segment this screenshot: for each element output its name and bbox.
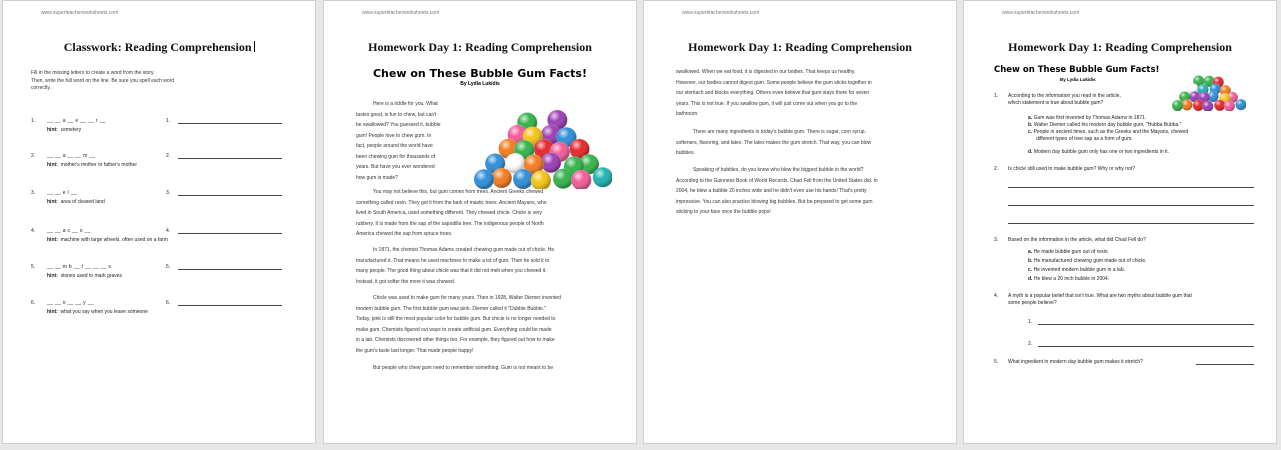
gumball-shine [553,169,573,189]
answer-line[interactable] [178,305,282,306]
worksheet-page-4: www.superteacherworksheets.com Homework Day 1: Reading Comprehension Chew on These Bubble Gum Facts! By Lydia Lukidis 1. According to the information you read in the article, which statement is true about bubble gum? a. Gum was first invented by Thomas Adams in 1871. b. Walter Diemer called his modern day bubble gum, "Hubba Bubba." c. People in ancient times, such as the Greeks and the Mayans, chewed different types of tree sap as a form of gum. d. Modern day bubble gum only has one or two ingredients in it. 2. Is chicle still used to make bubble gum? Why or why not? 3. Based on the information in the article, what did Chad Fell do? a. He made bubble gum out of resin. b. He manufactured chewing gum made out of chicle. c. He invented modern bubble gum in a lab. d. He blew a 20 inch bubble in 2004. 4. A myth is a popular belief that isn't true. What are two myths about bubble gum that some people believe? 1. 2. 5. What ingredient in modern day bubble gum makes it stretch? [963,0,1277,444]
page-title: Homework Day 1: Reading Comprehension [688,40,912,54]
question-1-option-d[interactable]: d. Modern day bubble gum only has one or two ingredients in it. [1028,149,1169,155]
site-url: www.superteacherworksheets.com [41,10,119,16]
answer-line[interactable] [178,123,282,124]
question-5: What ingredient in modern day bubble gum makes it stretch? [1008,359,1143,365]
answer-line[interactable] [1196,364,1254,365]
gumball-shine [492,168,512,188]
paragraph-3: Speaking of bubbles, do you know who blew the biggest bubble in the world? According to the Guinness Book of World Records, Chad Fell from the United States did. In 2004, he blew a bubble 20 inches wide and he didn't even use his hands! That's pretty impressive. You can also practice blowing big bubbles. But be prepared to get some gum sticking to your face once the bubble pops! [676,167,878,215]
answer-line[interactable] [178,269,282,270]
gumball-shine [1214,100,1225,111]
question-1: According to the information you read in the article, which statement is true about bubble gum? [1008,93,1121,106]
question-4: A myth is a popular belief that isn't true. What are two myths about bubble gum that some people believe? [1008,293,1192,306]
answer-line[interactable] [178,158,282,159]
question-1-option-a[interactable]: a. Gum was first invented by Thomas Adams in 1871. [1028,115,1147,121]
text-cursor [254,41,255,52]
worksheet-page-1: www.superteacherworksheets.com Classwork: Reading Comprehension Fill in the missing letters to create a word from the story. Then, write the full word on the line. Be sure you spell each word correctly. 1. __ __ a __ e __ __ r __ hint: cemetery 1. 2. __ __ a __ __ m __ hint: mother's mother or father's mother 2. 3. __ __ e l __ hint: area of cleared land 3. 4. __ __ a c __ o __ hint: machine with large wheels, often used on a farm 4. 5. __ __ m b __ t __ __ __ s hint: stones used to mark graves 5. 6. __ __ o __ __ y __ hint: what you say when you leave someone 6. [2,0,316,444]
question-3-option-a[interactable]: a. He made bubble gum out of resin. [1028,249,1109,255]
gumballs-image [474,101,612,189]
paragraph-4: Chicle was used to make gum for many years. Then in 1928, Walter Diemer invented modern bubble gum. The first bubble gum was pink. Diemer called it "Dubble Bubble." Today, pink is still the most popular color for bubble gum. But chicle is no longer needed to make gum. Chemists figured out ways to create artificial gum. Everything could be made in a lab. Chemists discovered other things too. For example, they figured out how to make the gum's taste last longer. That made people happy! [356,295,561,354]
gumball-shine [1172,100,1183,111]
site-url: www.superteacherworksheets.com [682,10,760,16]
gumball-shine [513,169,533,189]
page-title: Homework Day 1: Reading Comprehension [368,40,592,54]
answer-line[interactable] [1008,223,1254,224]
answer-line[interactable] [178,195,282,196]
article-byline: By Lydia Lukidis [1060,77,1096,82]
question-3-option-d[interactable]: d. He blew a 20 inch bubble in 2004. [1028,276,1110,282]
question-3-option-c[interactable]: c. He invented modern bubble gum in a lab. [1028,267,1126,273]
worksheet-page-3 [643,0,957,444]
gumball-shine [1235,99,1246,110]
gumballs-image [1172,71,1246,111]
answer-line[interactable] [1008,205,1254,206]
paragraph-1: Here is a riddle for you. What tastes good, is fun to chew, but can't be swallowed? You guessed it, bubble gum! People love to chew gum. In fact, people around the world have been chewing gum for thousands of years. But have you ever wondered how gum is made? [356,101,441,181]
question-2: Is chicle still used to make bubble gum? Why or why not? [1008,166,1136,172]
gumball-shine [1181,99,1192,110]
site-url: www.superteacherworksheets.com [362,10,440,16]
article-byline: By Lydia Lukidis [460,81,500,87]
answer-line[interactable] [178,233,282,234]
article-title: Chew on These Bubble Gum Facts! [372,67,588,80]
paragraph-2: There are many ingredients in today's bubble gum. There is sugar, corn syrup, softeners, flavoring, and latex. The latex makes the gum stretch. That way, you can blow bubbles. [676,129,872,156]
site-url: www.superteacherworksheets.com [1002,10,1080,16]
page-title: Homework Day 1: Reading Comprehension [1008,40,1232,54]
worksheet-page-2 [323,0,637,444]
gumball-shine [541,153,561,173]
answer-line[interactable] [1038,324,1254,325]
article-title: Chew on These Bubble Gum Facts! [994,65,1160,75]
paragraph-3: In 1871, the chemist Thomas Adams created chewing gum made out of chicle. He manufactured it. That means he used machines to make a lot of gum. Then he sold it to many people. The good thing about chicle was that it did not melt when you chewed it. Instead, it got softer the more it was chewed. [356,247,555,285]
gumball-shine [1193,100,1204,111]
answer-line[interactable] [1008,187,1254,188]
instructions: Fill in the missing letters to create a word from the story. Then, write the full word on the line. Be sure you spell each word correctly. [31,70,175,91]
answer-line[interactable] [1038,346,1254,347]
gumball-shine [593,167,612,187]
paragraph-1: swallowed. When we eat food, it is digested in our bodies. That keeps us healthy. However, our bodies cannot digest gum. Some people believe the gum sticks together in our stomach and blocks everything. Others even believe that gum stays there for seven years. This is not true. If you swallow gum, it will just come out when you go to the bathroom. [676,69,872,117]
question-1-option-c[interactable]: c. People in ancient times, such as the Greeks and the Mayans, chewed different types of tree sap as a form of gum. [1028,129,1189,142]
page-title: Classwork: Reading Comprehension [63,40,252,54]
question-1-option-b[interactable]: b. Walter Diemer called his modern day bubble gum, "Hubba Bubba." [1028,122,1182,128]
question-3: Based on the information in the article, what did Chad Fell do? [1008,237,1146,243]
question-3-option-b[interactable]: b. He manufactured chewing gum made out of chicle. [1028,258,1147,264]
paragraph-2: You may not believe this, but gum comes from trees. Ancient Greeks chewed something called resin. They got it from the bark of mastic trees. Ancient Mayans, who lived in South America, used something different. They chewed chicle. Chicle is very rubbery. It is made from the sap of the sapodilla tree. The indigenous people of North America chewed the sap from spruce trees. [356,189,547,237]
paragraph-5: But people who chew gum need to remember something. Gum is not meant to be [373,365,554,371]
